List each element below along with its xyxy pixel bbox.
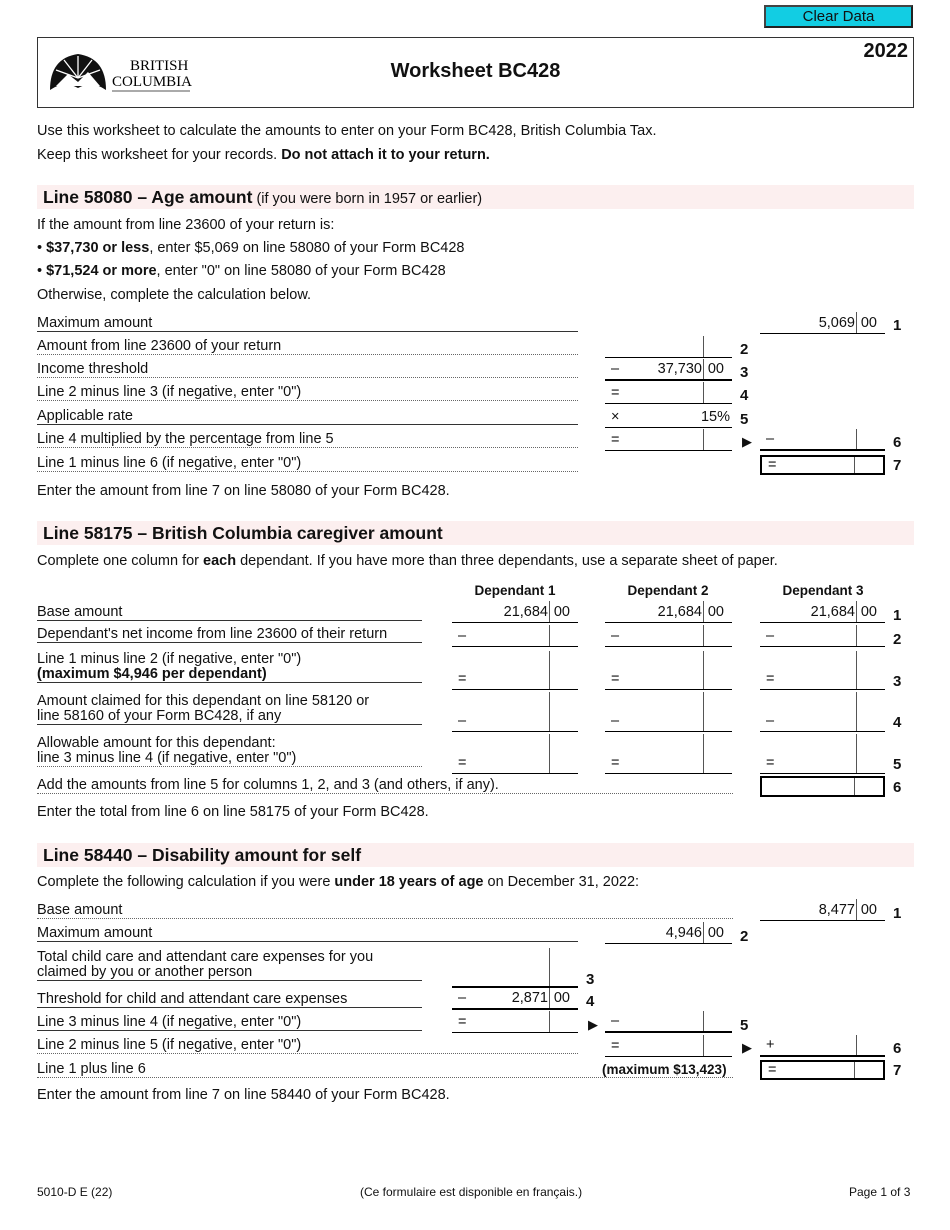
svg-text:COLUMBIA: COLUMBIA	[112, 74, 193, 90]
disability-row-label: Line 2 minus line 5 (if negative, enter "0")	[37, 1038, 578, 1054]
disability-row-label: Line 1 plus line 6	[37, 1062, 733, 1078]
caregiver-row-label: Allowable amount for this dependant: line 3 minus line 4 (if negative, enter "0")	[37, 736, 422, 767]
disability-footer: Enter the amount from line 7 on line 58440 of your Form BC428.	[37, 1087, 450, 1103]
intro-line-2: Keep this worksheet for your records. Do not attach it to your return.	[37, 147, 490, 163]
line-number: 5	[893, 756, 902, 773]
clear-data-button[interactable]: Clear Data	[764, 5, 913, 28]
age-line-2-field[interactable]	[605, 336, 732, 358]
arrow-right-icon: ▶	[588, 1017, 598, 1032]
logo-text: BRITISH	[130, 58, 189, 74]
line-number: 4	[586, 993, 595, 1010]
line-number: 7	[893, 1062, 902, 1079]
caregiver-row-label: Dependant's net income from line 23600 of their return	[37, 627, 422, 643]
age-line-3-field: – 37,730 00	[605, 359, 732, 381]
age-line-6a-field[interactable]: =	[605, 429, 732, 451]
disability-line-5-field[interactable]: –	[605, 1011, 732, 1033]
age-line-1-field[interactable]: 5,069 00	[760, 312, 885, 334]
section-caregiver-heading: Line 58175 – British Columbia caregiver amount	[37, 521, 914, 545]
dep3-line-5[interactable]: =	[760, 734, 885, 774]
disability-line-6-field[interactable]: +	[760, 1035, 885, 1057]
line-number: 2	[740, 928, 749, 945]
dep2-line-4[interactable]: –	[605, 692, 732, 732]
age-line-6-field[interactable]: –	[760, 429, 885, 451]
dep1-line-1: 21,684 00	[452, 601, 578, 623]
caregiver-row-label: Add the amounts from line 5 for columns 1, 2, and 3 (and others, if any).	[37, 778, 733, 794]
page-number: Page 1 of 3	[849, 1185, 911, 1199]
caregiver-footer: Enter the total from line 6 on line 58175 of your Form BC428.	[37, 804, 429, 820]
age-line-4-field[interactable]: =	[605, 382, 732, 404]
maximum-note: (maximum $13,423)	[602, 1062, 727, 1077]
line-number: 4	[893, 714, 902, 731]
age-bullet-2: • $71,524 or more, enter "0" on line 58080 of your Form BC428	[37, 263, 446, 279]
line-number: 2	[893, 631, 902, 648]
age-intro: If the amount from line 23600 of your return is:	[37, 217, 335, 233]
line-number: 3	[893, 673, 902, 690]
line-number: 7	[893, 457, 902, 474]
line-number: 2	[740, 341, 749, 358]
disability-line-2-field: 4,946 00	[605, 922, 732, 944]
line-number: 4	[740, 387, 749, 404]
caregiver-row-label: Line 1 minus line 2 (if negative, enter "0") (maximum $4,946 per dependant)	[37, 652, 422, 683]
age-row-label: Income threshold	[37, 362, 578, 378]
disability-line-5a-field[interactable]: =	[452, 1011, 578, 1033]
age-row-label: Line 2 minus line 3 (if negative, enter "0")	[37, 385, 578, 401]
dep2-line-2[interactable]: –	[605, 625, 732, 647]
caregiver-row-label: Base amount	[37, 605, 422, 621]
age-row-label: Maximum amount	[37, 316, 578, 332]
disability-line-4-field: – 2,871 00	[452, 988, 578, 1010]
dep3-line-4[interactable]: –	[760, 692, 885, 732]
page-title: Worksheet BC428	[390, 60, 561, 82]
line-number: 6	[893, 434, 902, 451]
disability-intro: Complete the following calculation if you were under 18 years of age on December 31, 2022:	[37, 874, 640, 890]
age-row-label: Amount from line 23600 of your return	[37, 339, 578, 355]
age-line-5-field: × 15%	[605, 406, 732, 428]
age-row-label: Applicable rate	[37, 409, 578, 425]
dep1-line-3[interactable]: =	[452, 651, 578, 690]
age-row-label: Line 4 multiplied by the percentage from line 5	[37, 432, 578, 448]
section-age-amount-heading: Line 58080 – Age amount (if you were born in 1957 or earlier)	[37, 185, 914, 209]
caregiver-intro: Complete one column for each dependant. If you have more than three dependants, use a separate sheet of paper.	[37, 553, 778, 569]
intro-line-1: Use this worksheet to calculate the amounts to enter on your Form BC428, British Columbia Tax.	[37, 123, 657, 139]
section-disability-heading: Line 58440 – Disability amount for self	[37, 843, 914, 867]
dep1-line-5[interactable]: =	[452, 734, 578, 774]
column-header-dependant-1: Dependant 1	[474, 583, 556, 598]
disability-row-label: Line 3 minus line 4 (if negative, enter "0")	[37, 1015, 422, 1031]
form-id: 5010-D E (22)	[37, 1185, 113, 1199]
age-row-label: Line 1 minus line 6 (if negative, enter "0")	[37, 456, 578, 472]
dep3-line-3[interactable]: =	[760, 651, 885, 690]
disability-row-label: Maximum amount	[37, 926, 578, 942]
line-number: 6	[893, 1040, 902, 1057]
dep2-line-3[interactable]: =	[605, 651, 732, 690]
line-number: 3	[586, 971, 595, 988]
disability-row-label: Threshold for child and attendant care expenses	[37, 992, 422, 1008]
arrow-right-icon: ▶	[742, 1040, 752, 1055]
arrow-right-icon: ▶	[742, 434, 752, 449]
line-number: 1	[893, 607, 902, 624]
dep2-line-1: 21,684 00	[605, 601, 732, 623]
dep3-line-2[interactable]: –	[760, 625, 885, 647]
french-note: (Ce formulaire est disponible en français.)	[360, 1185, 583, 1199]
disability-line-3-field[interactable]	[452, 948, 578, 988]
caregiver-total-field[interactable]	[760, 776, 885, 797]
dep2-line-5[interactable]: =	[605, 734, 732, 774]
disability-line-1-field: 8,477 00	[760, 899, 885, 921]
age-otherwise: Otherwise, complete the calculation below.	[37, 287, 312, 303]
line-number: 1	[893, 905, 902, 922]
disability-row-label: Total child care and attendant care expenses for you claimed by you or another person	[37, 950, 422, 981]
disability-row-label: Base amount	[37, 903, 733, 919]
line-number: 5	[740, 411, 749, 428]
column-header-dependant-3: Dependant 3	[782, 583, 864, 598]
dep3-line-1: 21,684 00	[760, 601, 885, 623]
line-number: 1	[893, 317, 902, 334]
line-number: 6	[893, 779, 902, 796]
line-number: 5	[740, 1017, 749, 1034]
tax-year: 2022	[863, 40, 908, 62]
age-footer: Enter the amount from line 7 on line 58080 of your Form BC428.	[37, 483, 450, 499]
disability-line-7-field[interactable]: =	[760, 1060, 885, 1080]
column-header-dependant-2: Dependant 2	[627, 583, 709, 598]
line-number: 3	[740, 364, 749, 381]
dep1-line-2[interactable]: –	[452, 625, 578, 647]
caregiver-row-label: Amount claimed for this dependant on line 58120 or line 58160 of your Form BC428, if any	[37, 694, 422, 725]
form-header	[37, 37, 914, 108]
age-bullet-1: • $37,730 or less, enter $5,069 on line 58080 of your Form BC428	[37, 240, 465, 256]
dep1-line-4[interactable]: –	[452, 692, 578, 732]
disability-line-6a-field[interactable]: =	[605, 1035, 732, 1057]
age-line-7-field[interactable]: =	[760, 455, 885, 475]
